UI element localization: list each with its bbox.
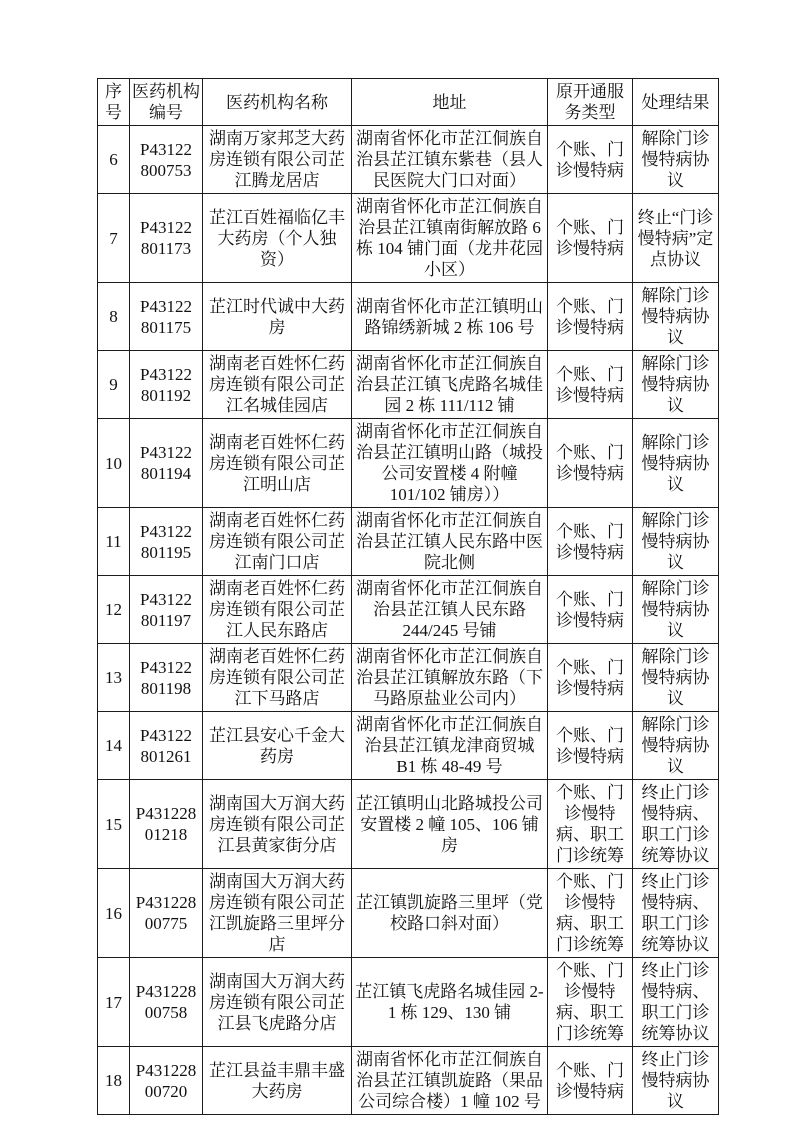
cell-address: 湖南省怀化市芷江侗族自治县芷江镇凯旋路（果品公司综合楼）1 幢 102 号 bbox=[352, 1047, 548, 1115]
cell-address: 芷江镇明山北路城投公司安置楼 2 幢 105、106 铺房 bbox=[352, 780, 548, 869]
institution-code-line: 801194 bbox=[140, 464, 192, 483]
column-header-name: 医药机构名称 bbox=[203, 79, 352, 126]
cell-institution-code bbox=[130, 508, 203, 576]
cell-address: 湖南省怀化市芷江侗族自治县芷江镇人民东路中医院北侧 bbox=[352, 508, 548, 576]
institution-code-line: 801198 bbox=[140, 678, 192, 698]
cell-service-type: 个账、门诊慢特病、职工门诊统筹 bbox=[548, 958, 633, 1047]
cell-service-type: 个账、门诊慢特病 bbox=[548, 1047, 633, 1115]
pharmacy-institutions-table bbox=[97, 78, 719, 1115]
cell-result: 终止门诊慢特病、职工门诊统筹协议 bbox=[633, 780, 719, 869]
cell-institution-name: 湖南万家邦芝大药房连锁有限公司芷江腾龙居店 bbox=[203, 126, 352, 194]
cell-service-type: 个账、门诊慢特病 bbox=[548, 644, 633, 712]
cell-address: 湖南省怀化市芷江侗族自治县芷江镇南街解放路 6 栋 104 铺门面（龙井花园小区） bbox=[352, 194, 548, 283]
cell-address: 芷江镇飞虎路名城佳园 2-1 栋 129、130 铺 bbox=[352, 958, 548, 1047]
cell-row-number: 6 bbox=[98, 126, 130, 194]
cell-result: 解除门诊慢特病协议 bbox=[633, 351, 719, 419]
cell-service-type: 个账、门诊慢特病 bbox=[548, 576, 633, 644]
institution-code-line: P43122 bbox=[140, 657, 192, 677]
institution-code-line: 801197 bbox=[140, 610, 192, 630]
cell-row-number: 14 bbox=[98, 712, 130, 780]
cell-result: 终止“门诊慢特病”定点协议 bbox=[633, 194, 719, 283]
cell-row-number: 11 bbox=[98, 508, 130, 576]
cell-row-number: 8 bbox=[98, 283, 130, 351]
institution-code-line: P43122 bbox=[140, 443, 192, 462]
cell-institution-name: 湖南国大万润大药房连锁有限公司芷江凯旋路三里坪分店 bbox=[203, 869, 352, 958]
cell-address: 湖南省怀化市芷江侗族自治县芷江镇明山路（城投公司安置楼 4 附幢 101/102 铺房）） bbox=[352, 419, 548, 508]
cell-service-type: 个账、门诊慢特病 bbox=[548, 508, 633, 576]
column-header-service-type: 原开通服务类型 bbox=[548, 79, 633, 126]
cell-institution-name: 湖南老百姓怀仁药房连锁有限公司芷江名城佳园店 bbox=[203, 351, 352, 419]
column-header-address: 地址 bbox=[352, 79, 548, 126]
institution-code-line: 801261 bbox=[140, 746, 192, 766]
institution-code-line: 800753 bbox=[140, 160, 192, 180]
institution-code-line: P431228 bbox=[135, 893, 197, 912]
cell-institution-name: 芷江县益丰鼎丰盛大药房 bbox=[203, 1047, 352, 1115]
table-row bbox=[98, 869, 719, 958]
institution-code-line: P43122 bbox=[140, 589, 192, 609]
cell-institution-code bbox=[130, 712, 203, 780]
cell-service-type: 个账、门诊慢特病、职工门诊统筹 bbox=[548, 869, 633, 958]
column-header-no: 序号 bbox=[98, 79, 130, 126]
table-row bbox=[98, 508, 719, 576]
cell-institution-name: 湖南国大万润大药房连锁有限公司芷江县黄家街分店 bbox=[203, 780, 352, 869]
table-header-row bbox=[98, 79, 719, 126]
cell-address: 湖南省怀化市芷江侗族自治县芷江镇飞虎路名城佳园 2 栋 111/112 铺 bbox=[352, 351, 548, 419]
cell-row-number: 18 bbox=[98, 1047, 130, 1115]
cell-address: 湖南省怀化市芷江镇明山路锦绣新城 2 栋 106 号 bbox=[352, 283, 548, 351]
institution-code-line: P431228 bbox=[135, 982, 197, 1001]
table-body bbox=[98, 126, 719, 1115]
institution-code-line: 00775 bbox=[144, 914, 188, 933]
cell-row-number: 15 bbox=[98, 780, 130, 869]
institution-code-line: 01218 bbox=[144, 825, 188, 844]
cell-institution-code bbox=[130, 780, 203, 869]
cell-institution-name: 芷江时代诚中大药房 bbox=[203, 283, 352, 351]
institution-code-line: 801175 bbox=[140, 317, 192, 337]
cell-address: 芷江镇凯旋路三里坪（党校路口斜对面） bbox=[352, 869, 548, 958]
cell-service-type: 个账、门诊慢特病 bbox=[548, 194, 633, 283]
cell-institution-name: 芷江百姓福临亿丰大药房（个人独资） bbox=[203, 194, 352, 283]
cell-address: 湖南省怀化市芷江侗族自治县芷江镇人民东路 244/245 号铺 bbox=[352, 576, 548, 644]
institution-code-line: P43122 bbox=[140, 364, 192, 384]
table-row bbox=[98, 1047, 719, 1115]
cell-address: 湖南省怀化市芷江侗族自治县芷江镇东紫巷（县人民医院大门口对面） bbox=[352, 126, 548, 194]
cell-institution-code bbox=[130, 576, 203, 644]
table-row bbox=[98, 126, 719, 194]
cell-address: 湖南省怀化市芷江侗族自治县芷江镇解放东路（下马路原盐业公司内） bbox=[352, 644, 548, 712]
institution-code-line: P43122 bbox=[140, 521, 192, 541]
cell-institution-code bbox=[130, 283, 203, 351]
column-header-code: 医药机构编号 bbox=[130, 79, 203, 126]
institution-code-line: 801192 bbox=[140, 385, 192, 405]
cell-institution-code bbox=[130, 126, 203, 194]
institution-code-line: P431228 bbox=[135, 1060, 197, 1080]
institution-code-line: 801173 bbox=[140, 239, 192, 258]
cell-institution-name: 湖南老百姓怀仁药房连锁有限公司芷江人民东路店 bbox=[203, 576, 352, 644]
cell-address: 湖南省怀化市芷江侗族自治县芷江镇龙津商贸城 B1 栋 48-49 号 bbox=[352, 712, 548, 780]
cell-result: 解除门诊慢特病协议 bbox=[633, 283, 719, 351]
cell-row-number: 16 bbox=[98, 869, 130, 958]
cell-row-number: 17 bbox=[98, 958, 130, 1047]
table-row bbox=[98, 712, 719, 780]
cell-institution-code bbox=[130, 351, 203, 419]
institution-code-line: P43122 bbox=[140, 139, 192, 159]
cell-result: 解除门诊慢特病协议 bbox=[633, 419, 719, 508]
cell-result: 终止门诊慢特病、职工门诊统筹协议 bbox=[633, 958, 719, 1047]
cell-row-number: 10 bbox=[98, 419, 130, 508]
cell-result: 解除门诊慢特病协议 bbox=[633, 576, 719, 644]
cell-service-type: 个账、门诊慢特病 bbox=[548, 126, 633, 194]
institution-code-line: P43122 bbox=[140, 218, 192, 237]
cell-service-type: 个账、门诊慢特病、职工门诊统筹 bbox=[548, 780, 633, 869]
cell-result: 解除门诊慢特病协议 bbox=[633, 508, 719, 576]
institution-code-line: 00758 bbox=[144, 1003, 188, 1022]
table-row bbox=[98, 283, 719, 351]
cell-institution-name: 湖南老百姓怀仁药房连锁有限公司芷江南门口店 bbox=[203, 508, 352, 576]
institution-code-line: P43122 bbox=[140, 725, 192, 745]
cell-row-number: 12 bbox=[98, 576, 130, 644]
cell-service-type: 个账、门诊慢特病 bbox=[548, 419, 633, 508]
cell-service-type: 个账、门诊慢特病 bbox=[548, 283, 633, 351]
cell-institution-code bbox=[130, 644, 203, 712]
institution-code-line: P431228 bbox=[135, 804, 197, 823]
column-header-result: 处理结果 bbox=[633, 79, 719, 126]
cell-institution-code bbox=[130, 1047, 203, 1115]
table-row bbox=[98, 958, 719, 1047]
cell-institution-code bbox=[130, 958, 203, 1047]
cell-institution-name: 湖南老百姓怀仁药房连锁有限公司芷江明山店 bbox=[203, 419, 352, 508]
table-row bbox=[98, 576, 719, 644]
cell-institution-name: 湖南老百姓怀仁药房连锁有限公司芷江下马路店 bbox=[203, 644, 352, 712]
cell-row-number: 13 bbox=[98, 644, 130, 712]
cell-result: 解除门诊慢特病协议 bbox=[633, 644, 719, 712]
table-row bbox=[98, 194, 719, 283]
cell-row-number: 9 bbox=[98, 351, 130, 419]
cell-institution-code bbox=[130, 419, 203, 508]
table-row bbox=[98, 351, 719, 419]
institution-code-line: P43122 bbox=[140, 296, 192, 316]
table-row bbox=[98, 780, 719, 869]
table-row bbox=[98, 419, 719, 508]
cell-service-type: 个账、门诊慢特病 bbox=[548, 712, 633, 780]
institution-code-line: 00720 bbox=[144, 1081, 188, 1101]
cell-result: 解除门诊慢特病协议 bbox=[633, 712, 719, 780]
table-row bbox=[98, 644, 719, 712]
cell-result: 终止门诊慢特病、职工门诊统筹协议 bbox=[633, 869, 719, 958]
cell-service-type: 个账、门诊慢特病 bbox=[548, 351, 633, 419]
institution-code-line: 801195 bbox=[140, 542, 192, 562]
cell-institution-name: 湖南国大万润大药房连锁有限公司芷江县飞虎路分店 bbox=[203, 958, 352, 1047]
cell-result: 解除门诊慢特病协议 bbox=[633, 126, 719, 194]
cell-row-number: 7 bbox=[98, 194, 130, 283]
cell-institution-code bbox=[130, 869, 203, 958]
cell-institution-name: 芷江县安心千金大药房 bbox=[203, 712, 352, 780]
cell-result: 终止门诊慢特病协议 bbox=[633, 1047, 719, 1115]
cell-institution-code bbox=[130, 194, 203, 283]
